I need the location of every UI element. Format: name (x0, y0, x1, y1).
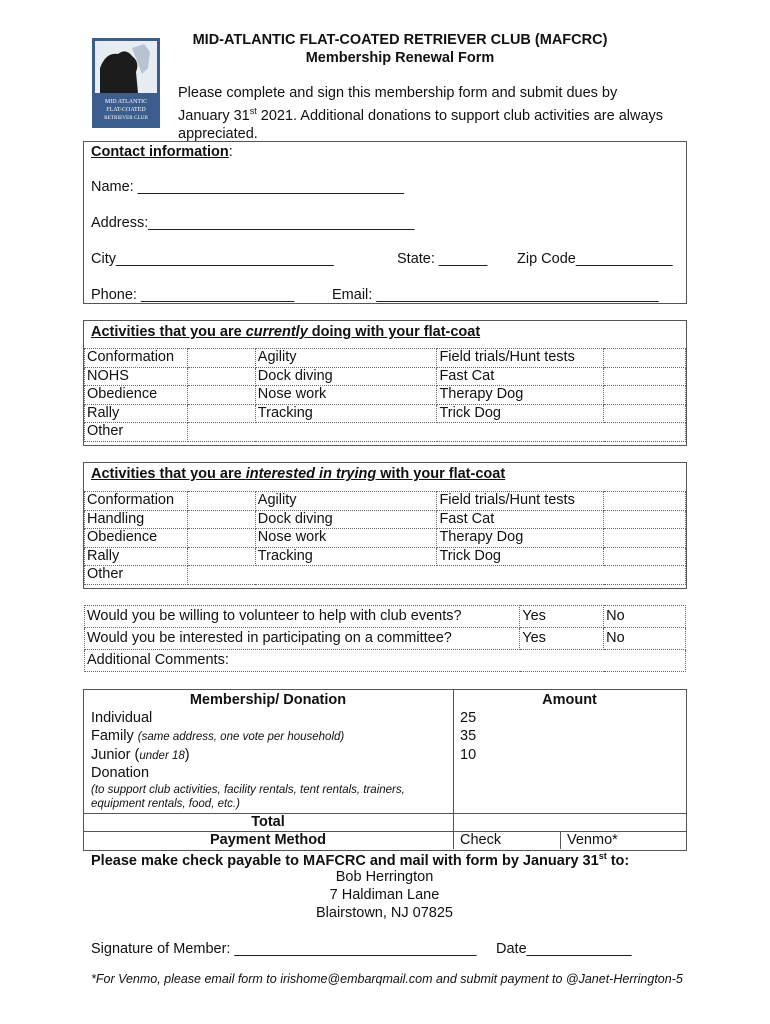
email-field[interactable]: Email: ___________________________________ (332, 287, 659, 303)
interested-col1-item: Obedience (85, 529, 188, 548)
svg-text:MID ATLANTIC: MID ATLANTIC (104, 99, 148, 105)
current-activities-heading: Activities that you are currently doing with your flat-coat (91, 324, 481, 340)
phone-field[interactable]: Phone: ___________________ (91, 287, 295, 303)
interested-col3-item: Field trials/Hunt tests (437, 492, 604, 511)
interested-other-field[interactable] (187, 566, 685, 585)
interested-col1-item: Conformation (85, 492, 188, 511)
interested-checkbox[interactable] (604, 492, 686, 511)
svg-text:FLAT-COATED: FLAT-COATED (106, 107, 146, 113)
intro-line-3: appreciated. (178, 125, 258, 142)
mailing-instruction: Please make check payable to MAFCRC and mail with form by January 31st to: (91, 851, 630, 869)
intro-line-2: January 31st 2021. Additional donations to support club activities are always (178, 106, 664, 124)
membership-header: Membership/ Donation (189, 692, 347, 708)
current-col1-item: NOHS (85, 367, 188, 386)
title-line-1: MID-ATLANTIC FLAT-COATED RETRIEVER CLUB (MAFCRC) (192, 32, 608, 48)
current-activities-table (84, 348, 686, 442)
payment-method-label: Payment Method (209, 832, 326, 848)
additional-comments-field[interactable]: Additional Comments: (85, 650, 686, 672)
junior-amount: 10 (460, 747, 477, 763)
venmo-footnote: *For Venmo, please email form to irishome@embarqmail.com and submit payment to @Janet-Herrington-5 (91, 972, 683, 986)
current-col1-item: Obedience (85, 386, 188, 405)
interested-col1-item: Handling (85, 510, 188, 529)
name-field[interactable]: Name: _________________________________ (91, 179, 404, 195)
current-checkbox[interactable] (187, 404, 255, 423)
committee-question: Would you be interested in participating on a committee? (85, 628, 520, 650)
donation-label: Donation (91, 765, 150, 781)
current-col1-item: Rally (85, 404, 188, 423)
current-col2-item: Tracking (255, 404, 437, 423)
current-checkbox[interactable] (604, 404, 686, 423)
current-other-field[interactable] (187, 423, 685, 442)
current-checkbox[interactable] (604, 367, 686, 386)
svg-text:RETRIEVER CLUB: RETRIEVER CLUB (104, 115, 148, 121)
interested-col2-item: Dock diving (255, 510, 437, 529)
current-col1-item: Other (85, 423, 188, 442)
interested-activities-table (84, 491, 686, 585)
junior-label: Junior (under 18) (91, 747, 190, 763)
volunteer-yes-option[interactable]: Yes (520, 606, 604, 628)
current-col3-item: Fast Cat (437, 367, 604, 386)
current-checkbox[interactable] (187, 386, 255, 405)
club-logo (92, 38, 160, 128)
committee-yes-option[interactable]: Yes (520, 628, 604, 650)
amount-header: Amount (542, 692, 597, 708)
current-col2-item: Nose work (255, 386, 437, 405)
check-option[interactable]: Check (460, 832, 502, 848)
committee-no-option[interactable]: No (604, 628, 686, 650)
volunteer-table (84, 605, 686, 672)
current-col3-item: Field trials/Hunt tests (437, 349, 604, 368)
signature-field[interactable]: Signature of Member: ______________________________ (91, 941, 477, 957)
membership-divider (453, 689, 454, 849)
individual-label: Individual (91, 710, 153, 726)
form-title (180, 31, 620, 67)
donation-note: (to support club activities, facility rentals, tent rentals, trainers, equipment rentals, food, etc.) (91, 784, 405, 810)
interested-col3-item: Trick Dog (437, 547, 604, 566)
volunteer-question: Would you be willing to volunteer to help with club events? (85, 606, 520, 628)
zip-field[interactable]: Zip Code____________ (517, 251, 673, 267)
interested-checkbox[interactable] (604, 510, 686, 529)
current-col3-item: Trick Dog (437, 404, 604, 423)
interested-col3-item: Therapy Dog (437, 529, 604, 548)
current-col2-item: Agility (255, 349, 437, 368)
date-field[interactable]: Date_____________ (496, 941, 632, 957)
interested-activities-heading: Activities that you are interested in trying with your flat-coat (91, 466, 506, 482)
interested-checkbox[interactable] (187, 547, 255, 566)
interested-col1-item: Rally (85, 547, 188, 566)
family-amount: 35 (460, 728, 477, 744)
interested-col2-item: Tracking (255, 547, 437, 566)
current-checkbox[interactable] (604, 349, 686, 368)
mailing-city: Blairstown, NJ 07825 (315, 905, 453, 921)
venmo-option[interactable]: Venmo* (567, 832, 618, 848)
total-label: Total (251, 814, 285, 830)
current-col1-item: Conformation (85, 349, 188, 368)
interested-col1-item: Other (85, 566, 188, 585)
interested-checkbox[interactable] (604, 547, 686, 566)
interested-checkbox[interactable] (187, 492, 255, 511)
volunteer-no-option[interactable]: No (604, 606, 686, 628)
current-col3-item: Therapy Dog (437, 386, 604, 405)
intro-line-1: Please complete and sign this membership form and submit dues by (178, 85, 618, 101)
mailing-street: 7 Haldiman Lane (329, 887, 440, 903)
current-checkbox[interactable] (604, 386, 686, 405)
current-checkbox[interactable] (187, 367, 255, 386)
state-field[interactable]: State: ______ (397, 251, 488, 267)
mailing-name: Bob Herrington (335, 869, 434, 885)
intro-text (178, 84, 698, 143)
membership-rule (453, 813, 686, 814)
interested-checkbox[interactable] (187, 510, 255, 529)
interested-checkbox[interactable] (187, 529, 255, 548)
city-field[interactable]: City___________________________ (91, 251, 334, 267)
title-line-2: Membership Renewal Form (305, 50, 495, 66)
individual-amount: 25 (460, 710, 477, 726)
current-col2-item: Dock diving (255, 367, 437, 386)
address-field[interactable]: Address:_________________________________ (91, 215, 415, 231)
contact-heading: Contact information: (91, 144, 233, 160)
membership-rule (560, 831, 561, 849)
interested-checkbox[interactable] (604, 529, 686, 548)
current-checkbox[interactable] (187, 349, 255, 368)
interested-col2-item: Agility (255, 492, 437, 511)
interested-col3-item: Fast Cat (437, 510, 604, 529)
interested-col2-item: Nose work (255, 529, 437, 548)
family-label: Family (same address, one vote per household) (91, 728, 345, 744)
